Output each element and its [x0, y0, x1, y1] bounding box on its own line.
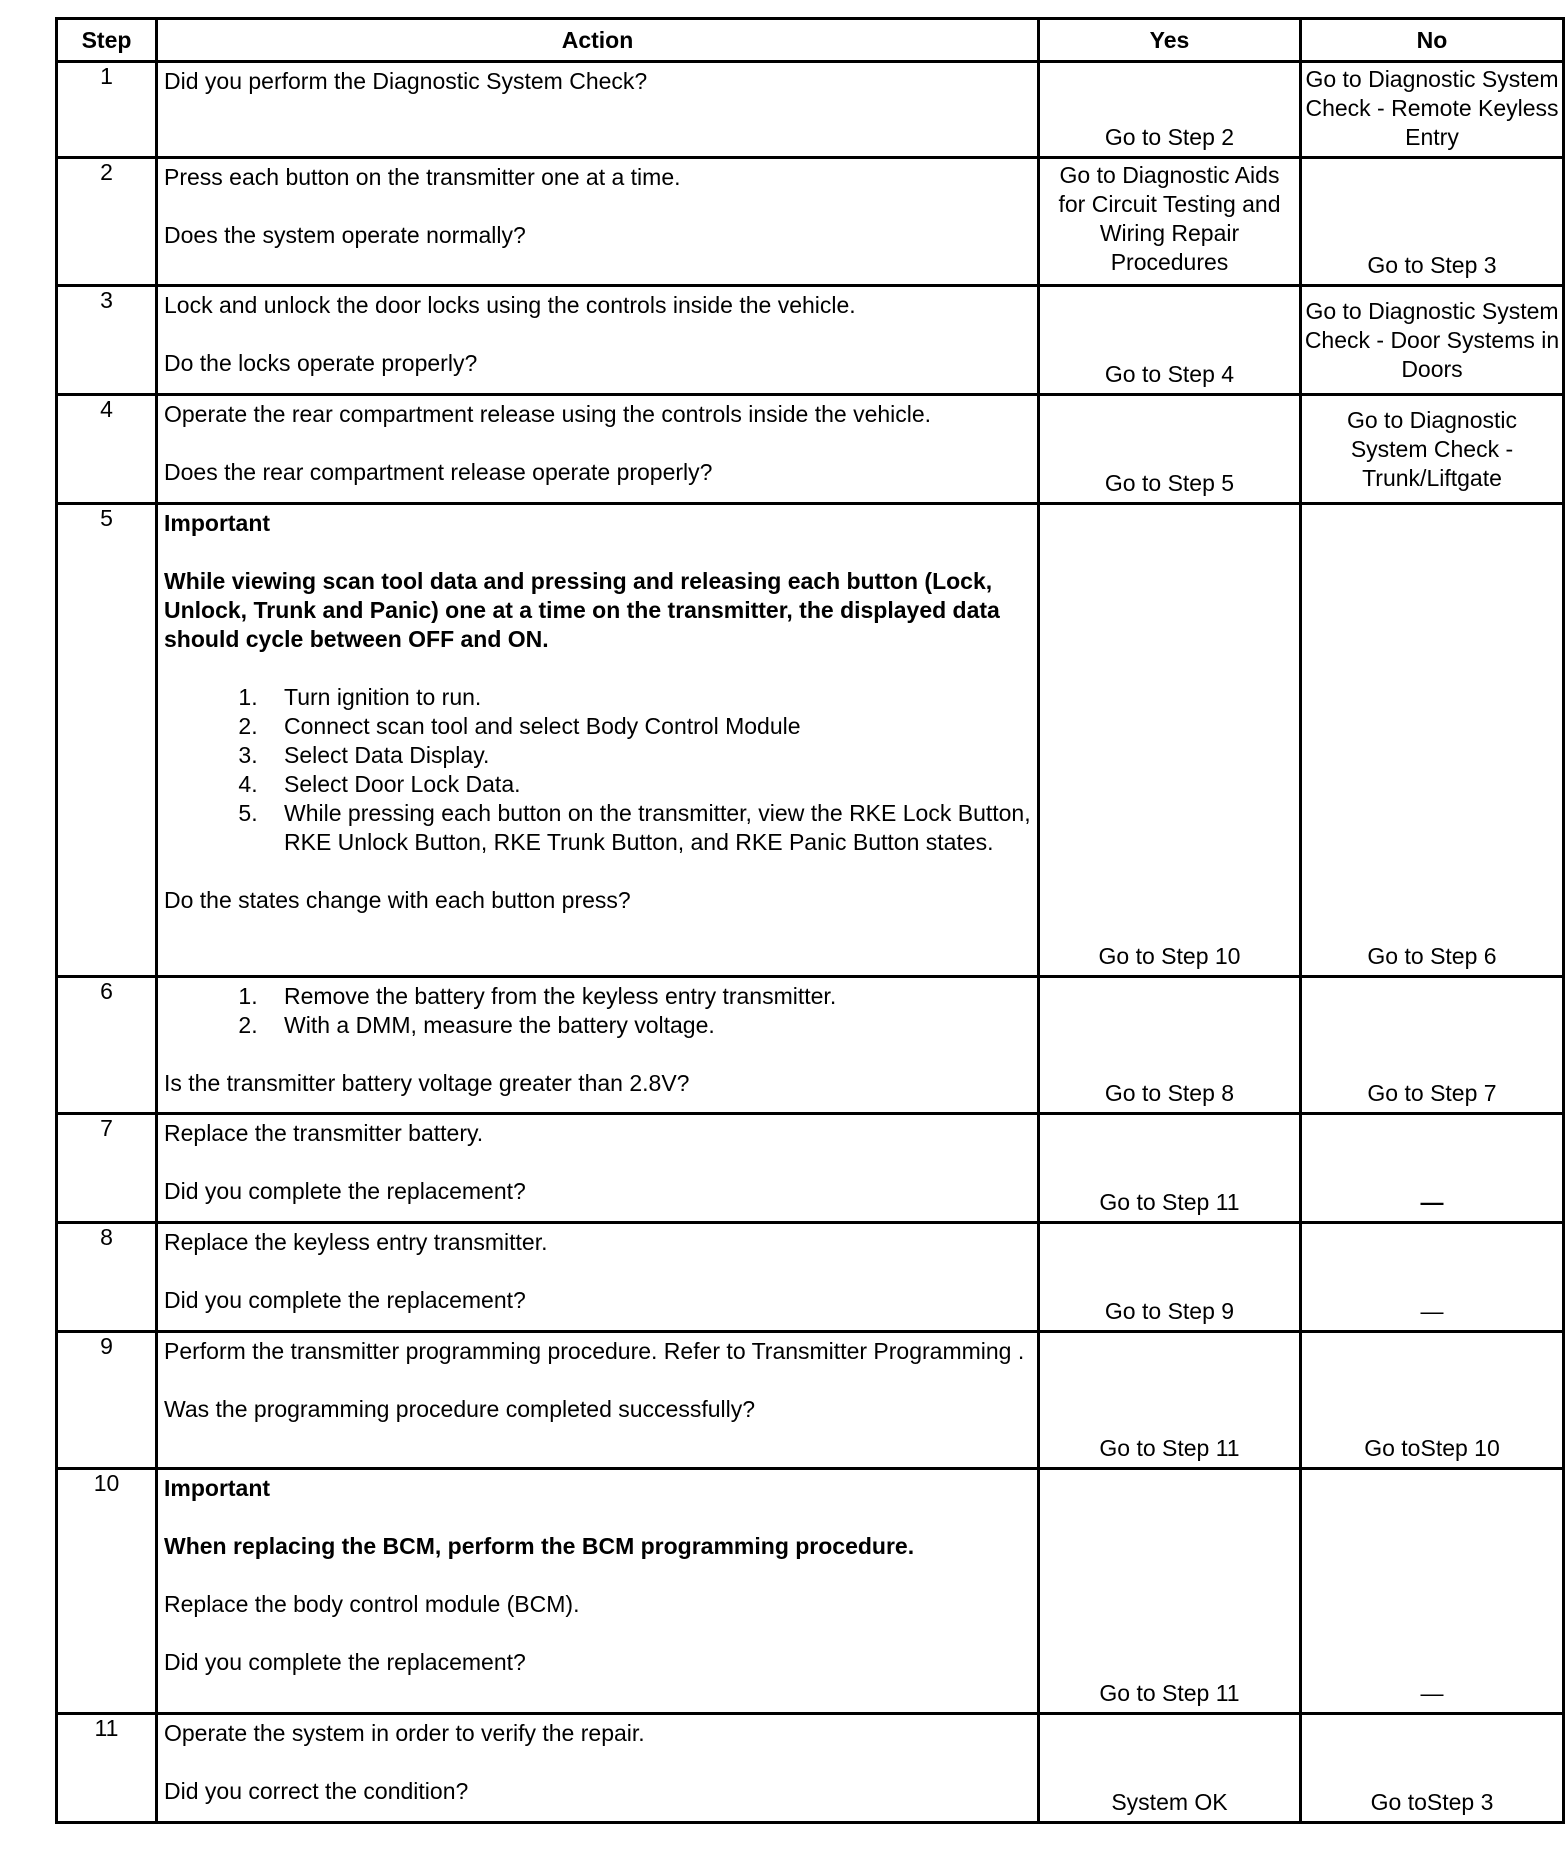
no-text: Go toStep 3 [1370, 1789, 1494, 1815]
table-row [57, 977, 1564, 1114]
step-number: 9 [57, 1332, 157, 1469]
action-text: Replace the body control module (BCM). [164, 1591, 580, 1617]
action-question: Do the states change with each button press? [164, 887, 631, 913]
no-text: Go to Step 6 [1367, 943, 1497, 969]
no-cell [1301, 395, 1564, 504]
no-text: Go to Diagnostic System Check - Door Systems in Doors [1304, 298, 1560, 382]
yes-text: Go to Step 4 [1104, 361, 1235, 387]
list-item: 1. Turn ignition to run. [264, 683, 1031, 712]
action-question: Do the locks operate properly? [164, 350, 478, 376]
action-question: Does the system operate normally? [164, 222, 526, 248]
list-item: 2. With a DMM, measure the battery voltage. [264, 1011, 1031, 1040]
table-row [57, 1469, 1564, 1714]
action-cell [157, 286, 1039, 395]
list-item: 2. Connect scan tool and select Body Control Module [264, 712, 1031, 741]
yes-text: Go to Diagnostic Aids for Circuit Testing and Wiring Repair Procedures [1058, 162, 1281, 275]
action-question: Is the transmitter battery voltage greater than 2.8V? [164, 1070, 690, 1096]
no-cell [1301, 1714, 1564, 1823]
diagnostic-table [55, 17, 1565, 1824]
list-item: 5. While pressing each button on the transmitter, view the RKE Lock Button, RKE Unlock Button, RKE Trunk Button, and RKE Panic Button states. [264, 799, 1031, 857]
action-question: Did you correct the condition? [164, 1778, 469, 1804]
yes-text: Go to Step 8 [1104, 1080, 1235, 1106]
yes-cell [1039, 1114, 1301, 1223]
yes-cell [1039, 1332, 1301, 1469]
action-question: Was the programming procedure completed successfully? [164, 1396, 756, 1422]
yes-cell [1039, 1714, 1301, 1823]
action-text: Replace the keyless entry transmitter. [164, 1229, 548, 1255]
step-number: 3 [57, 286, 157, 395]
table-row [57, 1114, 1564, 1223]
table-row [57, 395, 1564, 504]
step-number: 6 [57, 977, 157, 1114]
list-item: 3. Select Data Display. [264, 741, 1031, 770]
header-yes: Yes [1039, 19, 1301, 62]
step-number: 11 [57, 1714, 157, 1823]
yes-text: Go to Step 2 [1104, 124, 1235, 150]
no-cell [1301, 62, 1564, 158]
action-question: Did you complete the replacement? [164, 1649, 526, 1675]
action-question: Did you complete the replacement? [164, 1287, 526, 1313]
important-note: While viewing scan tool data and pressing and releasing each button (Lock, Unlock, Trunk and Panic) one at a time on the transmitter, the displayed data should cycle between OFF and ON. [164, 568, 1000, 652]
no-cell [1301, 504, 1564, 977]
no-text: Go to Step 7 [1367, 1080, 1497, 1106]
yes-cell [1039, 504, 1301, 977]
list-item: 4. Select Door Lock Data. [264, 770, 1031, 799]
list-item: 1. Remove the battery from the keyless entry transmitter. [264, 982, 1031, 1011]
step-number: 4 [57, 395, 157, 504]
action-text: Operate the rear compartment release using the controls inside the vehicle. [164, 401, 932, 427]
action-cell [157, 1332, 1039, 1469]
action-text: Operate the system in order to verify the repair. [164, 1720, 645, 1746]
action-cell [157, 1114, 1039, 1223]
action-cell [157, 1223, 1039, 1332]
procedure-list [164, 982, 1031, 1040]
yes-text: Go to Step 10 [1098, 943, 1241, 969]
action-cell [157, 1714, 1039, 1823]
no-text: Go to Diagnostic System Check - Remote Keyless Entry [1305, 66, 1559, 150]
yes-cell [1039, 62, 1301, 158]
action-cell [157, 504, 1039, 977]
yes-cell [1039, 1469, 1301, 1714]
action-cell [157, 158, 1039, 286]
no-text: — [1420, 1189, 1444, 1215]
yes-cell [1039, 1223, 1301, 1332]
no-cell [1301, 1114, 1564, 1223]
step-number: 2 [57, 158, 157, 286]
action-cell [157, 62, 1039, 158]
yes-text: Go to Step 9 [1104, 1298, 1235, 1324]
table-row [57, 1332, 1564, 1469]
no-cell [1301, 977, 1564, 1114]
action-text: Lock and unlock the door locks using the controls inside the vehicle. [164, 292, 856, 318]
yes-cell [1039, 977, 1301, 1114]
action-text: Press each button on the transmitter one at a time. [164, 164, 681, 190]
action-text: Replace the transmitter battery. [164, 1120, 484, 1146]
yes-cell [1039, 158, 1301, 286]
action-question: Did you complete the replacement? [164, 1178, 526, 1204]
yes-text: Go to Step 5 [1104, 470, 1235, 496]
header-row [57, 19, 1564, 62]
table-row [57, 1714, 1564, 1823]
no-text: Go toStep 10 [1364, 1435, 1500, 1461]
table-row [57, 286, 1564, 395]
action-cell [157, 1469, 1039, 1714]
yes-text: System OK [1111, 1789, 1228, 1815]
step-number: 5 [57, 504, 157, 977]
no-cell [1301, 1469, 1564, 1714]
step-number: 8 [57, 1223, 157, 1332]
important-note: When replacing the BCM, perform the BCM programming procedure. [164, 1533, 915, 1559]
action-cell [157, 395, 1039, 504]
action-question: Does the rear compartment release operate properly? [164, 459, 713, 485]
action-text: Did you perform the Diagnostic System Check? [164, 68, 648, 94]
table-row [57, 504, 1564, 977]
no-cell [1301, 1223, 1564, 1332]
header-action: Action [157, 19, 1039, 62]
step-number: 7 [57, 1114, 157, 1223]
no-cell [1301, 158, 1564, 286]
important-label: Important [164, 1475, 271, 1501]
yes-text: Go to Step 11 [1099, 1680, 1240, 1706]
table-row [57, 1223, 1564, 1332]
important-label: Important [164, 510, 271, 536]
step-number: 10 [57, 1469, 157, 1714]
action-cell [157, 977, 1039, 1114]
step-number: 1 [57, 62, 157, 158]
no-text: Go to Diagnostic System Check - Trunk/Liftgate [1346, 407, 1518, 491]
table-row [57, 158, 1564, 286]
yes-cell [1039, 286, 1301, 395]
no-text: — [1420, 1680, 1444, 1706]
procedure-list [164, 683, 1031, 857]
no-text: — [1420, 1298, 1444, 1324]
yes-cell [1039, 395, 1301, 504]
yes-text: Go to Step 11 [1099, 1435, 1240, 1461]
no-cell [1301, 1332, 1564, 1469]
header-step: Step [57, 19, 157, 62]
action-text: Perform the transmitter programming procedure. Refer to Transmitter Programming . [164, 1338, 1025, 1364]
yes-text: Go to Step 11 [1099, 1189, 1240, 1215]
header-no: No [1301, 19, 1564, 62]
table-row [57, 62, 1564, 158]
no-cell [1301, 286, 1564, 395]
no-text: Go to Step 3 [1367, 252, 1497, 278]
